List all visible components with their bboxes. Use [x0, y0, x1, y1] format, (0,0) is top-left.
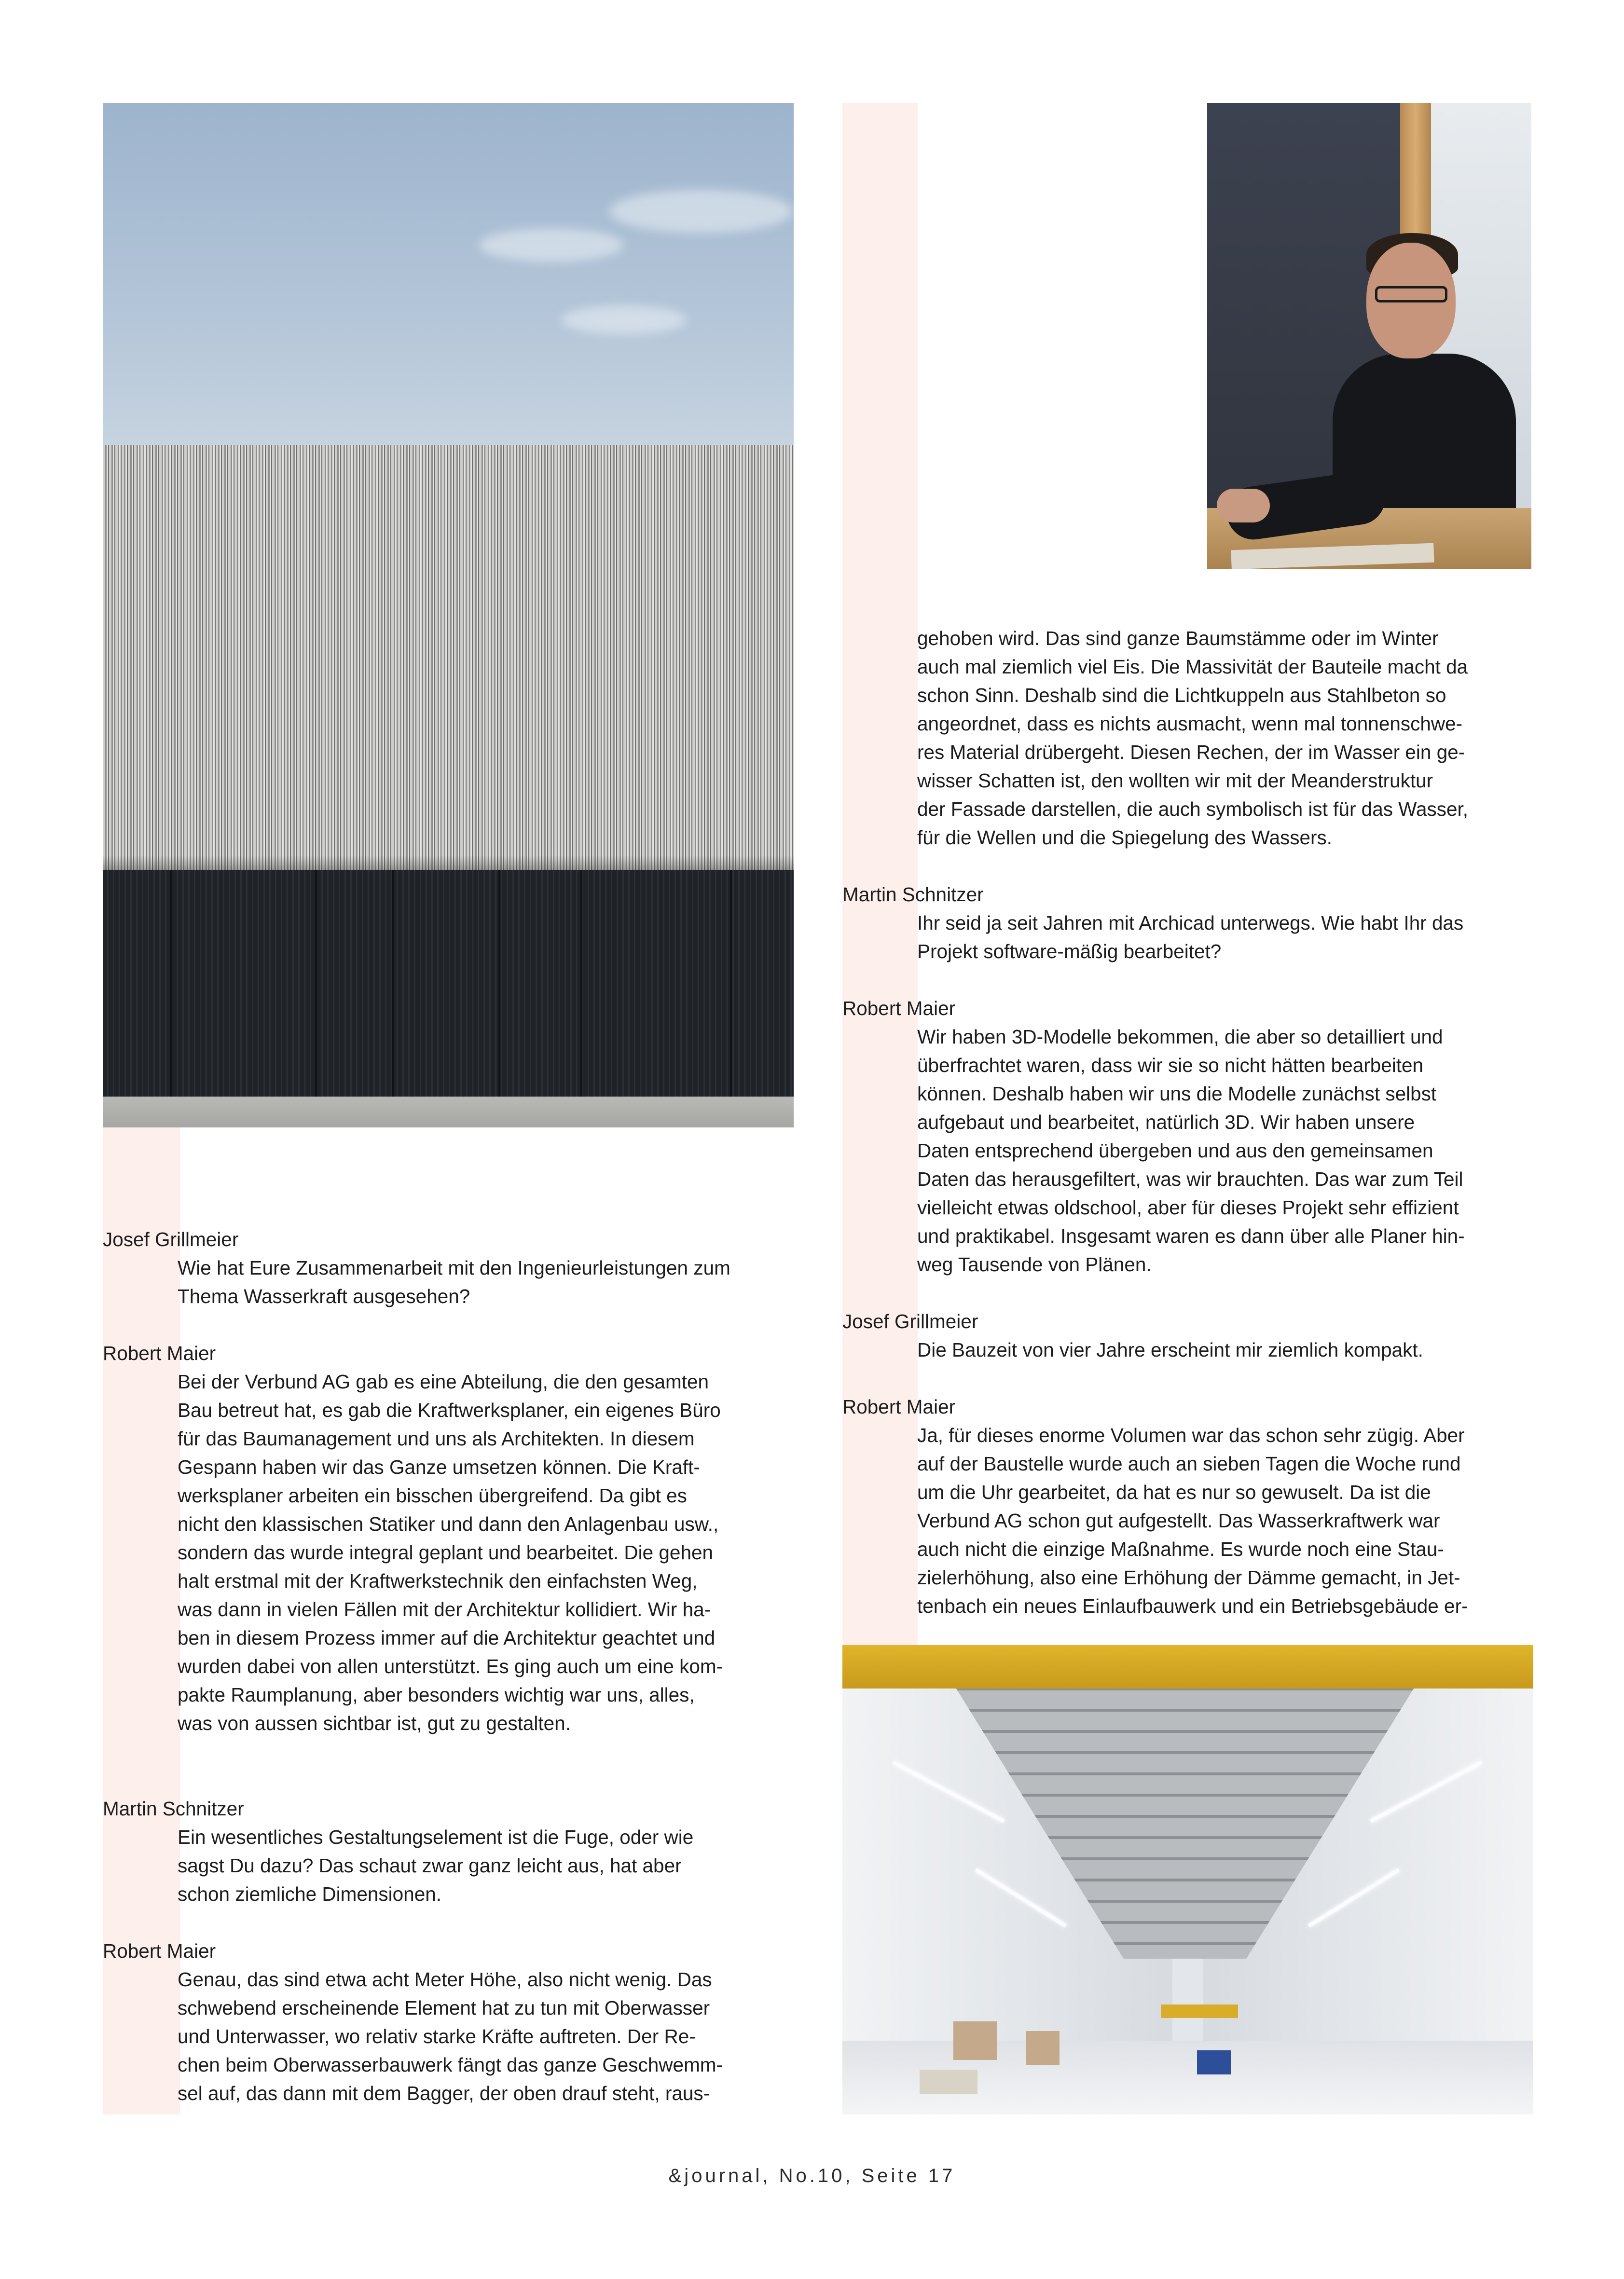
text-line: tenbach ein neues Einlaufbauwerk und ein Betriebsgebäude er-	[917, 1595, 1468, 1617]
text-line: auch nicht die einzige Maßnahme. Es wurde noch eine Stau-	[917, 1538, 1444, 1560]
speaker-name: Josef Grillmeier	[842, 1310, 978, 1332]
utterance	[917, 1023, 1537, 1279]
text-line: weg Tausende von Plänen.	[917, 1253, 1152, 1276]
text-line: und praktikabel. Insgesamt waren es dann über alle Planer hin-	[917, 1225, 1465, 1247]
text-line: was von aussen sichtbar ist, gut zu gestalten.	[178, 1712, 571, 1734]
text-line: wisser Schatten ist, den wollten wir mit der Meanderstruktur	[917, 769, 1433, 792]
utterance	[178, 1823, 798, 1908]
speaker-name: Robert Maier	[842, 997, 956, 1019]
text-line: Genau, das sind etwa acht Meter Höhe, also nicht wenig. Das	[178, 1968, 712, 1991]
interview-right-column	[842, 624, 1537, 1620]
speaker-name: Robert Maier	[103, 1342, 216, 1364]
utterance	[178, 1254, 798, 1311]
text-line: Die Bauzeit von vier Jahre erscheint mir ziemlich kompakt.	[917, 1339, 1423, 1361]
text-line: schon Sinn. Deshalb sind die Lichtkuppeln aus Stahlbeton so	[917, 684, 1446, 706]
utterance-continuation	[917, 624, 1537, 852]
utterance	[917, 909, 1537, 966]
utterance	[178, 1368, 798, 1738]
text-line: um die Uhr gearbeitet, da hat es nur so gewuselt. Da ist die	[917, 1481, 1431, 1503]
text-line: Projekt software-mäßig bearbeitet?	[917, 940, 1222, 962]
turbine-hall-interior-photo	[842, 1645, 1533, 2114]
text-line: und Unterwasser, wo relativ starke Kräfte auftreten. Der Re-	[178, 2025, 696, 2047]
text-line: auch mal ziemlich viel Eis. Die Massivität der Bauteile macht da	[917, 656, 1468, 678]
text-line: Verbund AG schon gut aufgestellt. Das Wasserkraftwerk war	[917, 1510, 1440, 1532]
text-line: auf der Baustelle wurde auch an sieben Tagen die Woche rund	[917, 1453, 1461, 1475]
text-line: Daten entsprechend übergeben und aus den gemeinsamen	[917, 1140, 1433, 1162]
text-line: Daten das herausgefiltert, was wir brauchten. Das war zum Teil	[917, 1168, 1463, 1190]
utterance	[178, 1965, 798, 2108]
text-line: der Fassade darstellen, die auch symbolisch ist für das Wasser,	[917, 798, 1469, 820]
text-line: Ihr seid ja seit Jahren mit Archicad unterwegs. Wie habt Ihr das	[917, 912, 1464, 934]
man-at-desk-portrait-photo	[1207, 103, 1531, 569]
text-line: Bau betreut hat, es gab die Kraftwerksplaner, ein eigenes Büro	[178, 1399, 721, 1421]
text-line: angeordnet, dass es nichts ausmacht, wenn mal tonnenschwe-	[917, 713, 1463, 735]
text-line: res Material drübergeht. Diesen Rechen, der im Wasser ein ge-	[917, 741, 1465, 763]
speaker-name: Martin Schnitzer	[103, 1798, 244, 1820]
speaker-name: Robert Maier	[842, 1396, 956, 1418]
speaker-name: Robert Maier	[103, 1940, 216, 1962]
text-line: Gespann haben wir das Ganze umsetzen können. Die Kraft-	[178, 1456, 700, 1478]
text-line: für die Wellen und die Spiegelung des Wassers.	[917, 826, 1332, 849]
text-line: was dann in vielen Fällen mit der Architektur kollidiert. Wir ha-	[178, 1598, 711, 1620]
interview-left-column	[103, 1225, 798, 2108]
text-line: Ja, für dieses enorme Volumen war das schon sehr zügig. Aber	[917, 1424, 1465, 1446]
utterance	[917, 1421, 1537, 1620]
speaker-name: Martin Schnitzer	[842, 883, 984, 906]
text-line: ben in diesem Prozess immer auf die Architektur geachtet und	[178, 1627, 716, 1649]
text-line: chen beim Oberwasserbauwerk fängt das ganze Geschwemm-	[178, 2054, 723, 2076]
text-line: Wir haben 3D-Modelle bekommen, die aber so detailliert und	[917, 1026, 1443, 1048]
text-line: schwebend erscheinende Element hat zu tun mit Oberwasser	[178, 1997, 710, 2019]
text-line: überfrachtet waren, dass wir sie so nicht hätten bearbeiten	[917, 1054, 1424, 1076]
text-line: Wie hat Eure Zusammenarbeit mit den Ingenieurleistungen zum	[178, 1257, 730, 1279]
utterance	[917, 1336, 1537, 1364]
text-line: schon ziemliche Dimensionen.	[178, 1883, 442, 1905]
speaker-name: Josef Grillmeier	[103, 1228, 239, 1250]
text-line: wurden dabei von allen unterstützt. Es ging auch um eine kom-	[178, 1655, 723, 1677]
text-line: aufgebaut und bearbeitet, natürlich 3D. Wir haben unsere	[917, 1111, 1415, 1133]
text-line: halt erstmal mit der Kraftwerkstechnik den einfachsten Weg,	[178, 1570, 698, 1592]
page-footer: &journal, No.10, Seite 17	[668, 2165, 956, 2186]
text-line: werksplaner arbeiten ein bisschen übergreifend. Da gibt es	[178, 1484, 687, 1507]
text-line: Bei der Verbund AG gab es eine Abteilung, die den gesamten	[178, 1371, 709, 1393]
text-line: können. Deshalb haben wir uns die Modelle zunächst selbst	[917, 1083, 1437, 1105]
text-line: vielleicht etwas oldschool, aber für dieses Projekt sehr effizient	[917, 1196, 1459, 1219]
text-line: für das Baumanagement und uns als Architekten. In diesem	[178, 1428, 695, 1450]
text-line: sondern das wurde integral geplant und bearbeitet. Die gehen	[178, 1541, 714, 1564]
text-line: nicht den klassischen Statiker und dann den Anlagenbau usw.,	[178, 1513, 719, 1535]
text-line: pakte Raumplanung, aber besonders wichtig war uns, alles,	[178, 1684, 695, 1706]
text-line: sel auf, das dann mit dem Bagger, der oben drauf steht, raus-	[178, 2082, 710, 2104]
text-line: sagst Du dazu? Das schaut zwar ganz leicht aus, hat aber	[178, 1854, 682, 1877]
building-facade-photo	[103, 103, 794, 1127]
text-line: zielerhöhung, also eine Erhöhung der Dämme gemacht, in Jet-	[917, 1566, 1460, 1589]
text-line: Ein wesentliches Gestaltungselement ist die Fuge, oder wie	[178, 1826, 694, 1848]
text-line: gehoben wird. Das sind ganze Baumstämme oder im Winter	[917, 627, 1439, 649]
text-line: Thema Wasserkraft ausgesehen?	[178, 1285, 470, 1307]
